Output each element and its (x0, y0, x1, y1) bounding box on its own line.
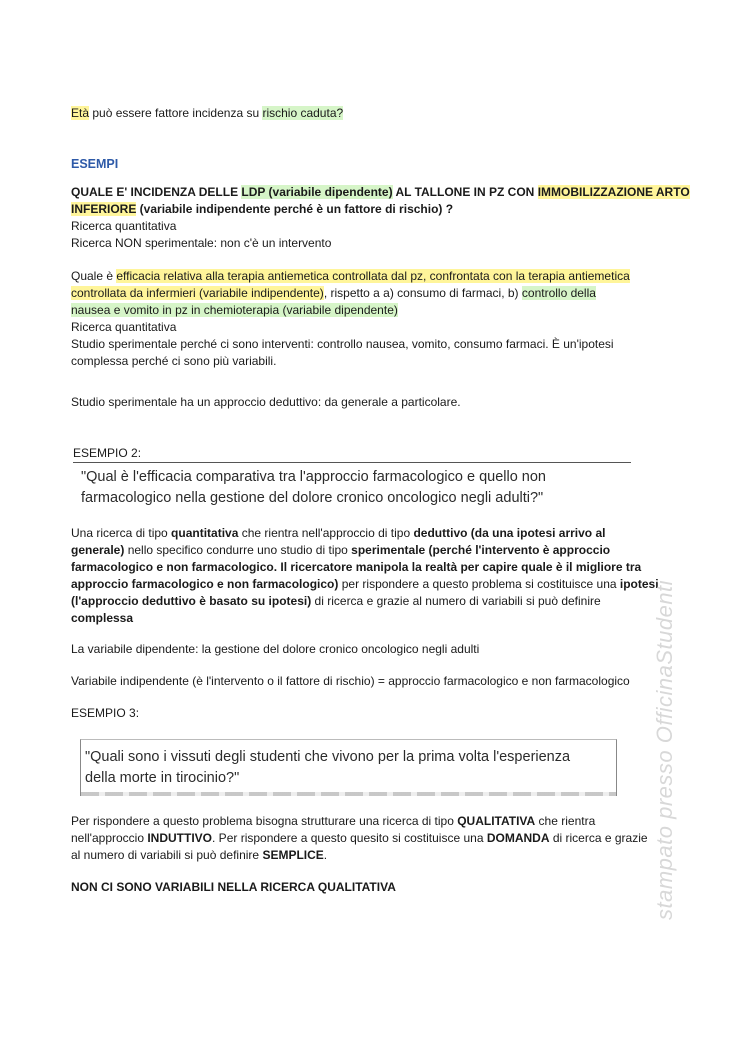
example2a-line2 (71, 285, 596, 302)
text-span: al numero di variabili si può definire (71, 848, 263, 862)
text-span: DOMANDA (486, 831, 550, 845)
highlight-inferiore: INFERIORE (71, 202, 137, 216)
text-span: complessa (71, 611, 134, 625)
example2a-answer3: complessa perché ci sono più variabili. (71, 354, 277, 368)
quote-line: "Quali sono i vissuti degli studenti che vivono per la prima volta l'esperienza (85, 749, 571, 765)
text-span: sperimentale (perché l'intervento è approccio (351, 543, 611, 557)
dependent-variable: La variabile dipendente: la gestione del dolore cronico oncologico negli adulti (71, 642, 480, 656)
text-span: che rientra nell'approccio di tipo (238, 526, 414, 540)
quote-text (85, 747, 570, 789)
p2-line3 (71, 559, 641, 576)
text-span: Una ricerca di tipo (71, 526, 172, 540)
intro-question (71, 105, 343, 122)
example1-answer1: Ricerca quantitativa (71, 219, 177, 233)
text-span: ipotesi (619, 577, 659, 591)
independent-variable: Variabile indipendente (è l'intervento o il fattore di rischio) = approccio farmacologico e non farmacologico (71, 674, 630, 688)
highlight-controllata: controllata da infermieri (variabile indipendente) (71, 286, 324, 300)
example3-quote-image (80, 739, 617, 796)
quote-line: farmacologico nella gestione del dolore cronico oncologico negli adulti?" (81, 490, 544, 506)
text-span: di ricerca e grazie al numero di variabili si può definire (311, 594, 601, 608)
text-span: generale) (71, 543, 125, 557)
highlight-nausea: nausea e vomito in pz in chemioterapia (variabile dipendente) (71, 303, 398, 317)
text-span: (variabile indipendente perché è un fattore di rischio) ? (136, 202, 454, 216)
section-heading: ESEMPI (71, 157, 119, 171)
example3-label: ESEMPIO 3: (71, 706, 140, 720)
text-span: Per rispondere a questo problema bisogna strutturare una ricerca di tipo (71, 814, 458, 828)
p2-line2 (71, 542, 610, 559)
quote-line: della morte in tirocinio?" (85, 770, 240, 786)
text-span: per rispondere a questo problema si costituisce una (338, 577, 620, 591)
highlight-eta: Età (71, 106, 90, 120)
text-span: QUALE E' INCIDENZA DELLE (71, 185, 242, 199)
example2a-answer1: Ricerca quantitativa (71, 320, 177, 334)
text-span: nello specifico condurre uno studio di tipo (124, 543, 352, 557)
watermark: stampato presso OfficinaStudenti (652, 579, 677, 920)
example2a-line1 (71, 268, 630, 285)
p2-line4 (71, 576, 659, 593)
example1-answer2: Ricerca NON sperimentale: non c'è un intervento (71, 236, 332, 250)
p3-line1 (71, 813, 595, 830)
p2-line6 (71, 610, 133, 627)
text-span: INDUTTIVO (147, 831, 213, 845)
final-statement: NON CI SONO VARIABILI NELLA RICERCA QUALITATIVA (71, 880, 396, 894)
quote-text (81, 467, 546, 509)
highlight-immobilizzazione: IMMOBILIZZAZIONE ARTO (537, 185, 690, 199)
text-span: QUALITATIVA (457, 814, 536, 828)
text-span: (l'approccio deduttivo è basato su ipotesi) (71, 594, 312, 608)
highlight-ldp: LDP (variabile dipendente) (241, 185, 393, 199)
p3-line2 (71, 830, 648, 847)
example1-line1 (71, 184, 690, 201)
text-span: approccio farmacologico e non farmacologico) (71, 577, 339, 591)
example2a-line3 (71, 302, 398, 319)
deductive-note: Studio sperimentale ha un approccio deduttivo: da generale a particolare. (71, 395, 461, 409)
text-span: può essere fattore incidenza su (89, 106, 263, 120)
text-span: deduttivo (da una ipotesi arrivo al (413, 526, 606, 540)
image-crop-edge (81, 792, 616, 796)
text-span: , rispetto a a) consumo di farmaci, b) (323, 286, 522, 300)
p2-line5 (71, 593, 601, 610)
text-span: . Per rispondere a questo quesito si costituisce una (212, 831, 487, 845)
highlight-efficacia: efficacia relativa alla terapia antiemetica controllata dal pz, confrontata con la terapia antiemetica (116, 269, 630, 283)
text-span: che rientra (535, 814, 596, 828)
text-span: di ricerca e grazie (549, 831, 648, 845)
example2a-answer2: Studio sperimentale perché ci sono interventi: controllo nausea, vomito, consumo farmaci. È un'ipotesi (71, 337, 614, 351)
p3-line3 (71, 847, 327, 864)
highlight-controllo: controllo della (521, 286, 596, 300)
text-span: Quale è (71, 269, 117, 283)
quote-line: "Qual è l'efficacia comparativa tra l'approccio farmacologico e quello non (81, 469, 546, 485)
text-span: farmacologico e non farmacologico. Il ricercatore manipola la realtà per capire quale è il migliore tra (71, 560, 642, 574)
text-span: nell'approccio (71, 831, 148, 845)
example2-label: ESEMPIO 2: (73, 446, 142, 460)
text-span: quantitativa (171, 526, 239, 540)
example2-quote-image (73, 462, 631, 507)
highlight-rischio-caduta: rischio caduta? (262, 106, 344, 120)
example1-line2 (71, 201, 453, 218)
p2-line1 (71, 525, 605, 542)
text-span: AL TALLONE IN PZ CON (392, 185, 538, 199)
text-span: . (323, 848, 328, 862)
text-span: SEMPLICE (262, 848, 324, 862)
